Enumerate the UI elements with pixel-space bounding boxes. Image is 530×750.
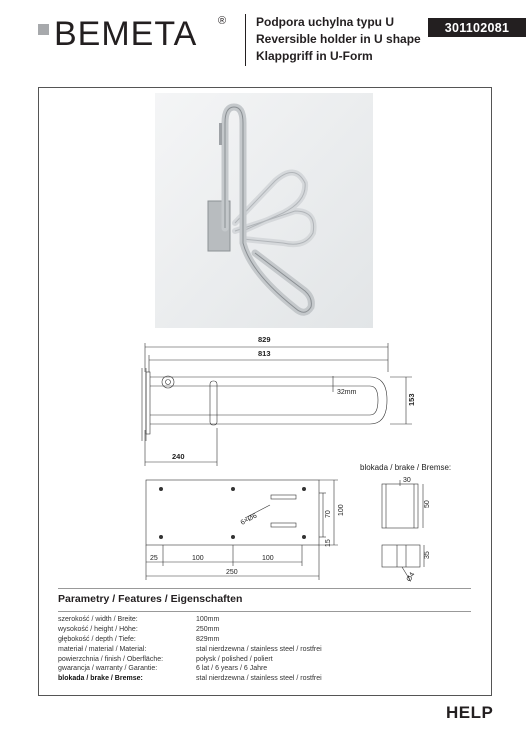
registered-mark: ®	[218, 15, 227, 27]
spec-value: połysk / polished / poliert	[196, 655, 273, 663]
product-code-badge: 301102081	[428, 18, 526, 37]
dim-plate-inner: 70	[325, 510, 332, 518]
spec-list	[58, 615, 458, 684]
dim-overall-length: 829	[258, 335, 271, 344]
params-title: Parametry / Features / Eigenschaften	[58, 593, 243, 605]
spec-value: 100mm	[196, 616, 220, 623]
spec-row-material	[58, 645, 458, 655]
spec-label: gwarancja / warranty / Garantie:	[58, 665, 158, 673]
spec-value: stal nierdzewna / stainless steel / rostfrei	[196, 675, 322, 683]
dim-spacing-a: 100	[192, 555, 204, 562]
spec-label: szerokość / width / Breite:	[58, 616, 138, 623]
spec-row-brake	[58, 674, 458, 684]
title-de: Klappgriff in U-Form	[256, 49, 373, 63]
dim-spacing-b: 100	[262, 555, 274, 562]
params-divider-bottom	[58, 611, 471, 612]
spec-value: 250mm	[196, 625, 220, 633]
spec-value: 6 lat / 6 years / 6 Jahre	[196, 665, 268, 673]
dim-plate-edge: 15	[325, 539, 332, 547]
spec-row-depth	[58, 635, 458, 645]
spec-row-height	[58, 625, 458, 635]
spec-label: głębokość / depth / Tiefe:	[58, 635, 136, 643]
spec-row-finish	[58, 655, 458, 665]
brake-label: blokada / brake / Bremse:	[360, 463, 452, 472]
brake-dim-a: 30	[403, 477, 411, 484]
spec-label: wysokość / height / Höhe:	[58, 625, 138, 633]
dim-wall-offset: 240	[172, 452, 185, 461]
spec-label: blokada / brake / Bremse:	[58, 675, 143, 683]
spec-value: 829mm	[196, 635, 220, 643]
title-en: Reversible holder in U shape	[256, 32, 421, 46]
spec-label: materiał / material / Material:	[58, 645, 147, 653]
dim-plate-height: 100	[338, 504, 345, 516]
brand-logo: BEMETA	[54, 15, 198, 53]
dim-tube-diameter: 32mm	[337, 389, 357, 396]
title-pl: Podpora uchylna typu U	[256, 15, 395, 29]
spec-row-width	[58, 615, 458, 625]
dim-bar-length: 813	[258, 349, 271, 358]
brake-dim-b: 50	[424, 500, 431, 508]
brake-dim-d: Ø4	[405, 571, 417, 583]
brake-dim-c: 35	[424, 551, 431, 559]
help-logo: HELP	[446, 703, 494, 722]
dim-left-margin: 25	[150, 555, 158, 562]
dim-height: 153	[407, 393, 416, 406]
params-divider-top	[58, 588, 471, 589]
dim-total-width: 250	[226, 569, 238, 576]
spec-row-warranty	[58, 664, 458, 674]
spec-label: powierzchnia / finish / Oberfläche:	[58, 655, 164, 663]
spec-value: stal nierdzewna / stainless steel / rostfrei	[196, 645, 322, 653]
dim-holes: 6×Ø6	[239, 512, 259, 527]
